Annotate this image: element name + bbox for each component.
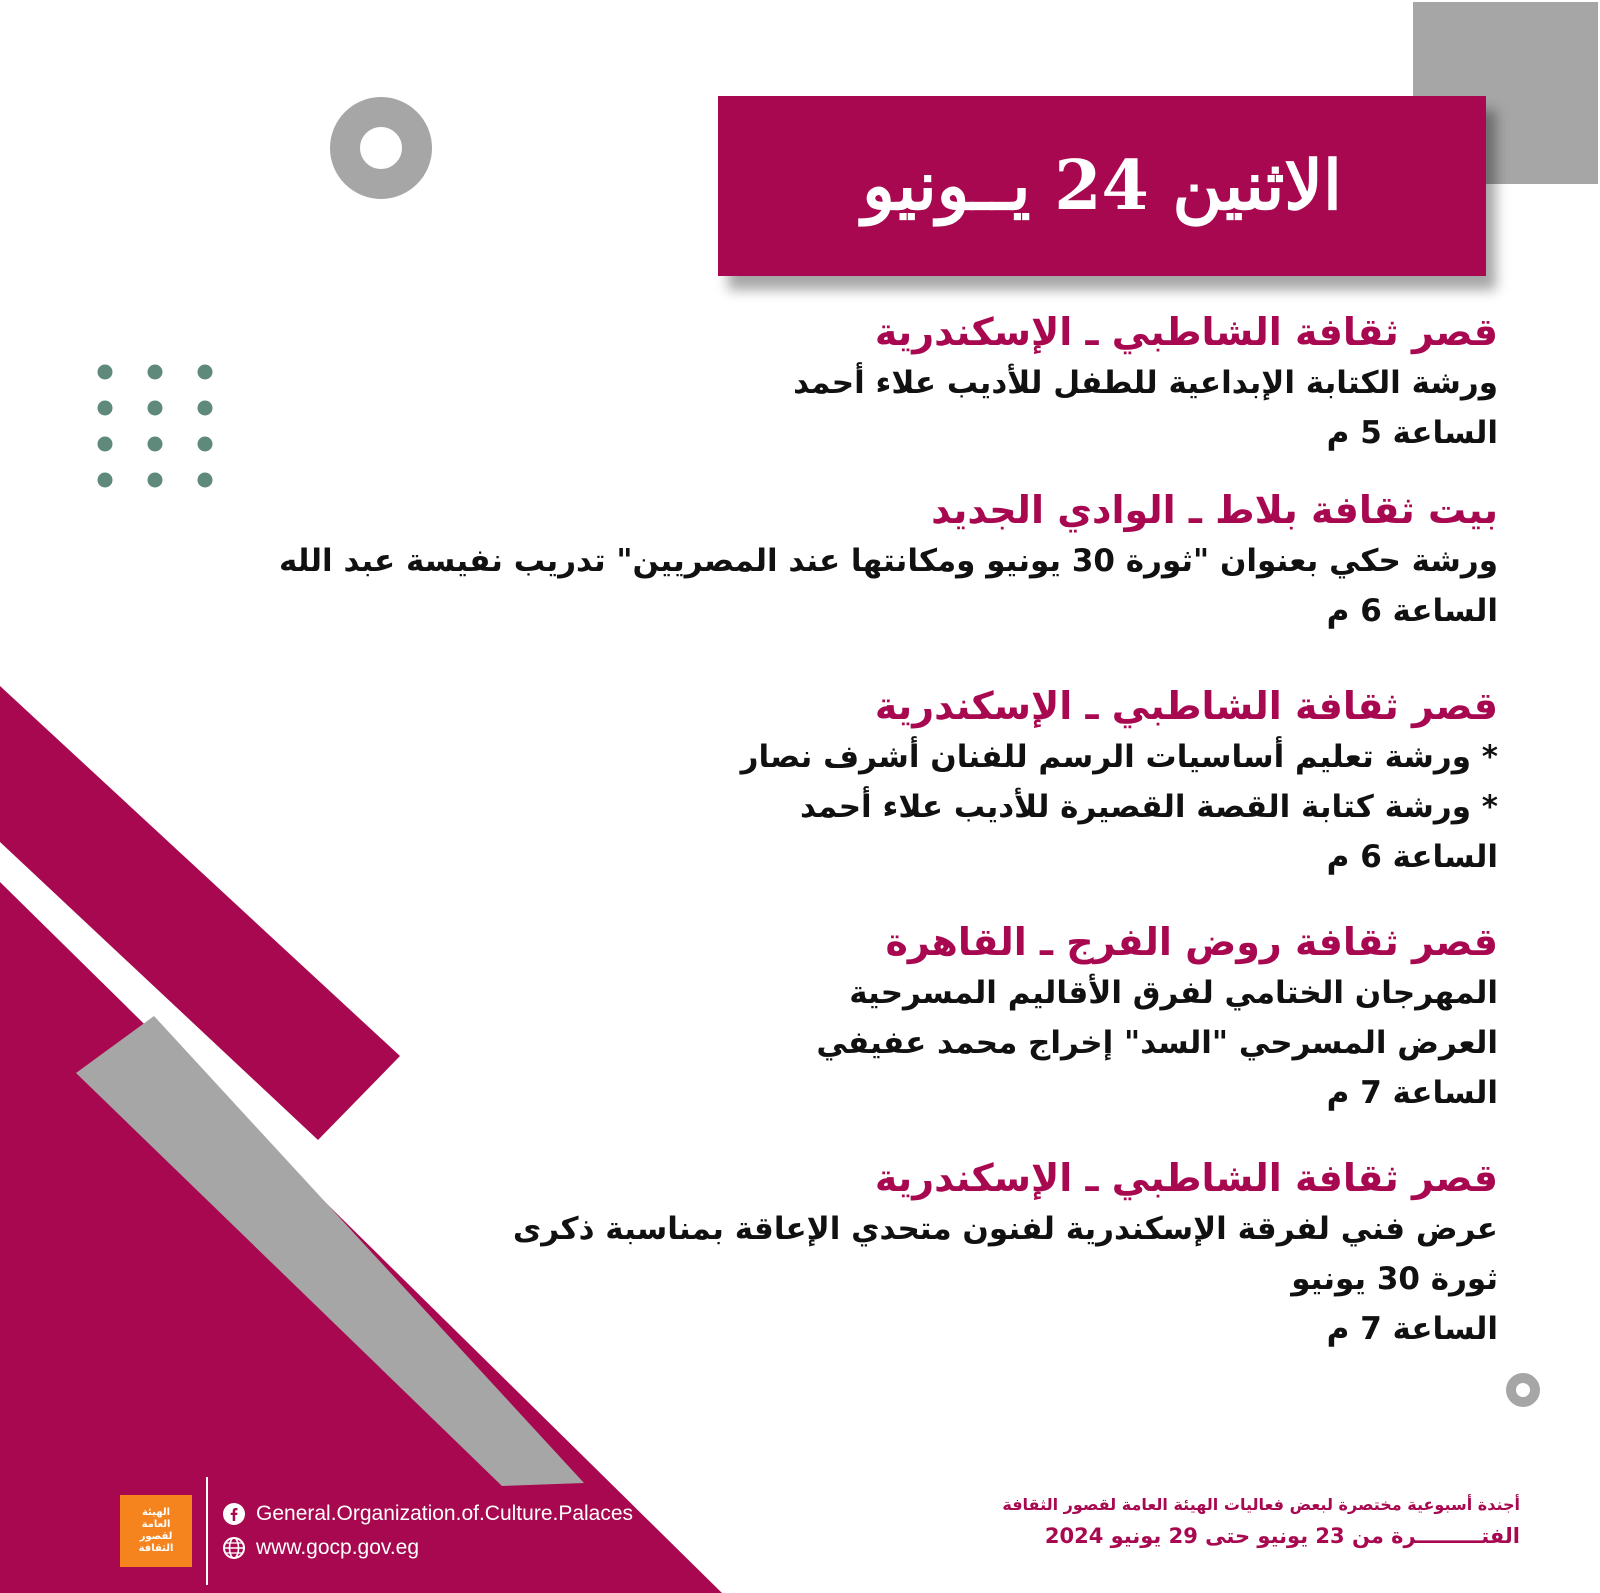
- event-item: [260, 1152, 1498, 1354]
- event-item: [260, 916, 1498, 1118]
- event-venue: قصر ثقافة الشاطبي ـ الإسكندرية: [874, 310, 1498, 354]
- event-venue: قصر ثقافة الشاطبي ـ الإسكندرية: [874, 1156, 1498, 1200]
- gray-ring-decoration: [345, 112, 417, 184]
- header-banner: [718, 96, 1486, 276]
- culture-palaces-logo: [120, 1495, 192, 1567]
- page-title: الاثنين 24 يــونيو: [862, 146, 1342, 226]
- agenda-description: أجندة أسبوعية مختصرة لبعض فعاليات الهيئة العامة لقصور الثقافة: [1002, 1495, 1520, 1514]
- logo-text-line: لقصور: [139, 1531, 173, 1542]
- event-item: [260, 484, 1498, 636]
- event-time: الساعة 5 م: [1326, 415, 1498, 451]
- event-venue: قصر ثقافة روض الفرج ـ القاهرة: [885, 920, 1498, 964]
- event-description: * ورشة كتابة القصة القصيرة للأديب علاء أحمد: [800, 789, 1498, 825]
- event-description: عرض فني لفرقة الإسكندرية لفنون متحدي الإعاقة بمناسبة ذكرى: [512, 1211, 1498, 1247]
- event-description: المهرجان الختامي لفرق الأقاليم المسرحية: [849, 975, 1498, 1011]
- event-venue: قصر ثقافة الشاطبي ـ الإسكندرية: [874, 684, 1498, 728]
- agenda-period: الفتـــــــــرة من 23 يونيو حتى 29 يونيو 2024: [1044, 1524, 1520, 1548]
- logo-text-line: الثقافة: [138, 1543, 174, 1554]
- event-item: [260, 680, 1498, 882]
- event-time: الساعة 7 م: [1326, 1075, 1498, 1111]
- facebook-link[interactable]: General.Organization.of.Culture.Palaces: [256, 1502, 634, 1525]
- event-time: الساعة 7 م: [1326, 1311, 1498, 1347]
- event-time: الساعة 6 م: [1326, 839, 1498, 875]
- facebook-icon: [222, 1502, 246, 1526]
- small-ring-decoration: [1511, 1378, 1535, 1402]
- dots-grid-decoration: [98, 365, 213, 488]
- agenda-info: [960, 1492, 1520, 1554]
- event-description: ورشة الكتابة الإبداعية للطفل للأديب علاء أحمد: [793, 365, 1498, 401]
- event-description: ورشة حكي بعنوان "ثورة 30 يونيو ومكانتها عند المصريين" تدريب نفيسة عبد الله: [278, 543, 1498, 579]
- footer-contacts: [120, 1486, 633, 1576]
- website-link[interactable]: www.gocp.gov.eg: [256, 1536, 420, 1559]
- globe-icon: [222, 1536, 246, 1560]
- event-venue: بيت ثقافة بلاط ـ الوادي الجديد: [931, 488, 1498, 532]
- footer-divider: [206, 1477, 208, 1585]
- website-contact[interactable]: [222, 1531, 633, 1565]
- events-list: [260, 306, 1498, 1354]
- facebook-contact[interactable]: [222, 1497, 633, 1531]
- contact-list: [222, 1497, 633, 1565]
- event-item: [260, 306, 1498, 458]
- event-description: العرض المسرحي "السد" إخراج محمد عفيفي: [816, 1025, 1498, 1061]
- event-description: ثورة 30 يونيو: [1291, 1261, 1498, 1297]
- event-time: الساعة 6 م: [1326, 593, 1498, 629]
- event-description: * ورشة تعليم أساسيات الرسم للفنان أشرف نصار: [740, 739, 1498, 775]
- logo-text-line: الهيئة: [141, 1507, 170, 1518]
- logo-text-line: العامة: [141, 1519, 171, 1530]
